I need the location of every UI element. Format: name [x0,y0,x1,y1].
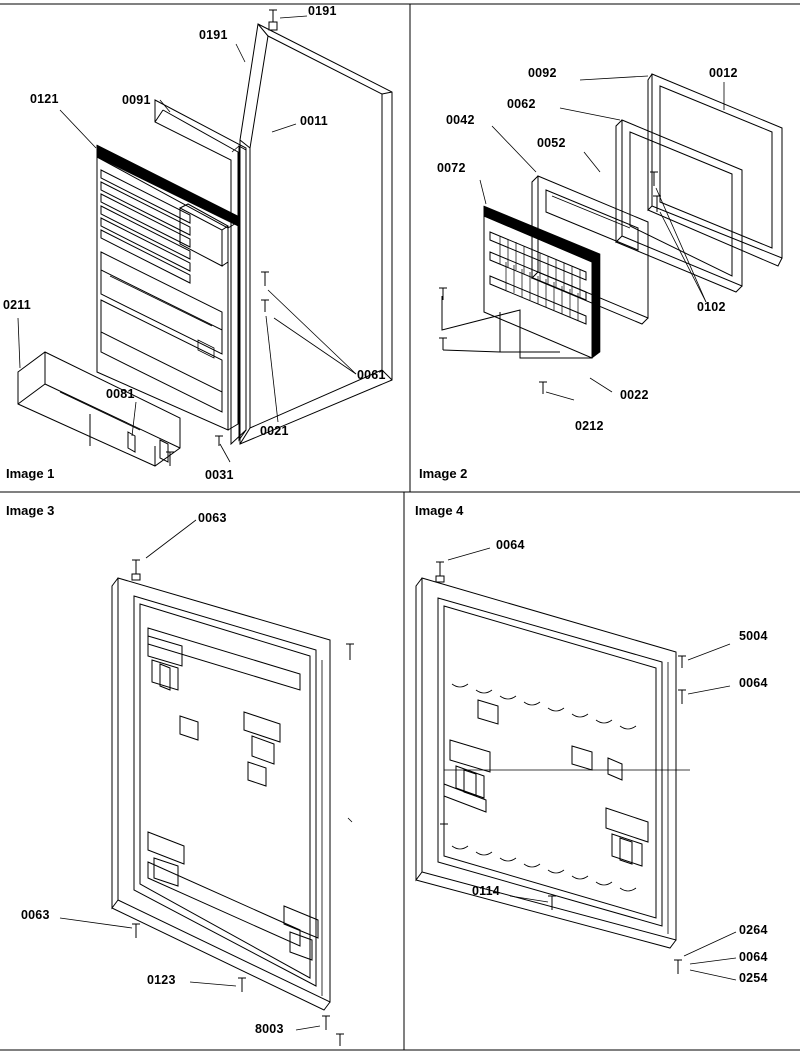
callout-0061: 0061 [357,368,386,382]
callout-0212: 0212 [575,419,604,433]
panel-label-image4: Image 4 [415,503,464,518]
panel3-artwork [60,520,354,1046]
callout-0011: 0011 [300,114,328,128]
callout-0254: 0254 [739,971,768,985]
callout-0022: 0022 [620,388,649,402]
callout-0063-left: 0063 [21,908,50,922]
callout-0063-top: 0063 [198,511,227,525]
callout-0042: 0042 [446,113,475,127]
callout-0064-bottom: 0064 [739,950,768,964]
callout-0123: 0123 [147,973,176,987]
panel-label-image1: Image 1 [6,466,55,481]
panel-dividers [0,4,800,1050]
callout-0092: 0092 [528,66,557,80]
callout-5004: 5004 [739,629,768,643]
callout-0121: 0121 [30,92,59,106]
callout-8003: 8003 [255,1022,284,1036]
panel2-artwork [439,74,782,400]
callout-0081: 0081 [106,387,135,401]
callout-0062: 0062 [507,97,536,111]
panel4-artwork [416,548,736,980]
callout-0072: 0072 [437,161,466,175]
callout-0031: 0031 [205,468,234,482]
callout-0064-top: 0064 [496,538,525,552]
panel-label-image2: Image 2 [419,466,468,481]
panel-label-image3: Image 3 [6,503,55,518]
callout-0114: 0114 [472,884,500,898]
callout-0091: 0091 [122,93,151,107]
callout-0012: 0012 [709,66,738,80]
callout-0191-top: 0191 [308,4,337,18]
callout-0191-left: 0191 [199,28,228,42]
callout-0102: 0102 [697,300,726,314]
callout-0021: 0021 [260,424,289,438]
callout-0052: 0052 [537,136,566,150]
callout-0064-right: 0064 [739,676,768,690]
callout-0264: 0264 [739,923,768,937]
panel1-artwork [18,10,392,466]
callout-0211: 0211 [3,298,31,312]
